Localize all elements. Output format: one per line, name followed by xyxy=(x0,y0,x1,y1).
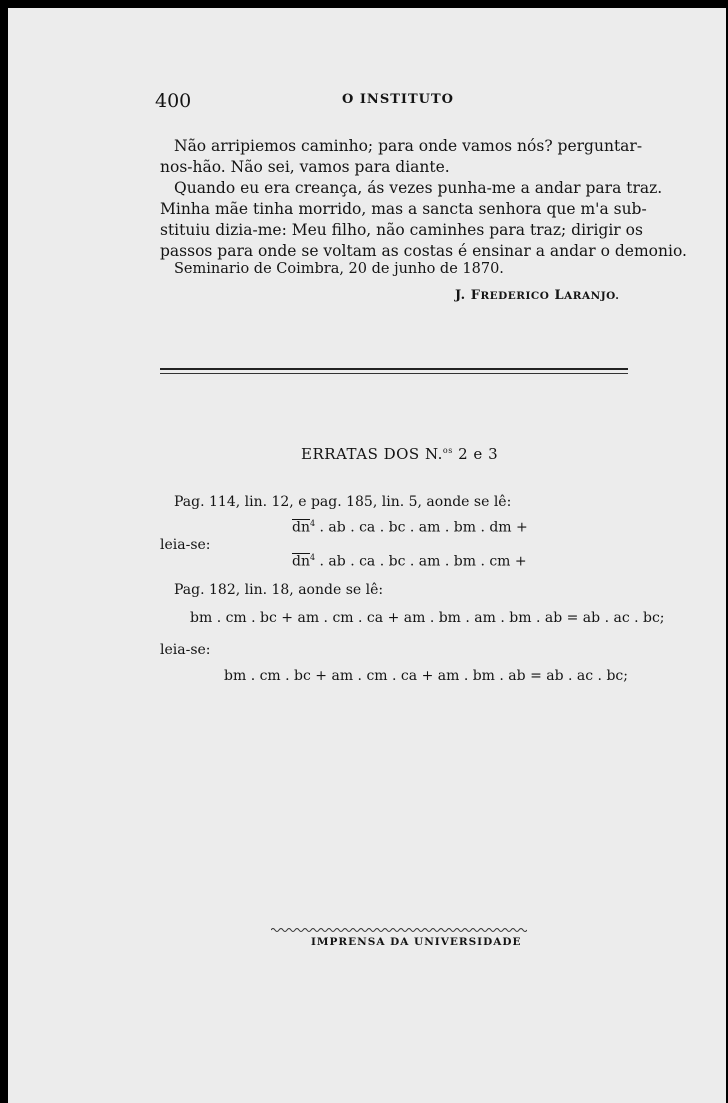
author-signature xyxy=(455,288,619,303)
errata-wrong-formula-1: $\overline{dn}^4$ . ab . ca . bc . am . bm . dm + xyxy=(292,519,528,536)
author-last-name: LARANJO. xyxy=(554,288,620,303)
section-rule xyxy=(160,368,628,370)
printer-imprint: IMPRENSA DA UNIVERSIDADE xyxy=(311,936,522,948)
ornament-squiggle xyxy=(271,926,527,934)
errata-correct-formula-1: $\overline{dn}^4$ . ab . ca . bc . am . bm . cm + xyxy=(292,553,527,570)
errata-reference-1: Pag. 114, lin. 12, e pag. 185, lin. 5, aonde se lê: xyxy=(174,494,512,510)
errata-correct-formula-2: bm . cm . bc + am . cm . ca + am . bm . ab = ab . ac . bc; xyxy=(224,668,628,684)
text-line: Quando eu era creança, ás vezes punha-me a andar para traz. xyxy=(174,179,663,197)
running-title: O INSTITUTO xyxy=(342,92,454,107)
errata-wrong-formula-2: bm . cm . bc + am . cm . ca + am . bm . am . bm . ab = ab . ac . bc; xyxy=(190,610,665,626)
errata-title: ERRATAS DOS N.$^{os}$ 2 e 3 xyxy=(301,445,499,463)
section-rule-thin xyxy=(160,373,628,374)
leia-se-label: leia-se: xyxy=(160,642,211,658)
body-paragraph xyxy=(160,136,687,262)
author-initial: J. xyxy=(455,288,466,303)
text-line: nos-hão. Não sei, vamos para diante. xyxy=(160,158,450,176)
text-line: stituiu dizia-me: Meu filho, não caminhes para traz; dirigir os xyxy=(160,221,643,239)
text-line: Minha mãe tinha morrido, mas a sancta senhora que m'a sub- xyxy=(160,200,647,218)
page xyxy=(8,8,726,1103)
leia-se-label: leia-se: xyxy=(160,537,211,553)
text-line: passos para onde se voltam as costas é ensinar a andar o demonio. xyxy=(160,242,687,260)
page-number: 400 xyxy=(155,90,192,112)
author-first-name: FREDERICO xyxy=(470,288,550,303)
place-date: Seminario de Coimbra, 20 de junho de 1870. xyxy=(174,261,504,277)
text-line: Não arripiemos caminho; para onde vamos nós? perguntar- xyxy=(174,137,643,155)
errata-reference-2: Pag. 182, lin. 18, aonde se lê: xyxy=(174,582,384,598)
